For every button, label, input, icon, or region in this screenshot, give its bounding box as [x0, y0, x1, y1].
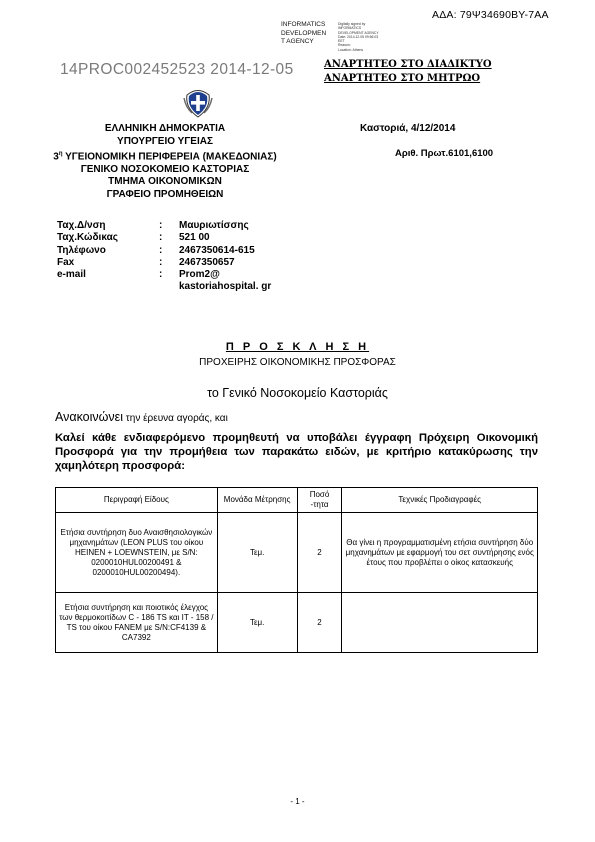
- item-unit: Τεμ.: [217, 513, 297, 593]
- announcement: [55, 410, 538, 424]
- header-republic: ΕΛΛΗΝΙΚΗ ΔΗΜΟΚΡΑΤΙΑ: [104, 123, 226, 134]
- signature-details: [338, 22, 408, 52]
- item-description: Ετήσια συντήρηση και ποιοτικός έλεγχος των θερμοκοιτίδων C - 186 TS και IT - 158 / TS του οίκου FANEM με S/N:CF4139 & CA7392: [56, 593, 218, 653]
- signature-org-line: INFORMATICS: [281, 21, 326, 28]
- document-title: Π Ρ Ο Σ Κ Λ Η Σ Η: [225, 341, 370, 353]
- item-quantity: 2: [297, 513, 342, 593]
- announce-rest: την έρευνα αγοράς, και: [123, 413, 228, 424]
- contact-value: Μαυριωτίσσης: [179, 220, 249, 231]
- header-ministry: ΥΠΟΥΡΓΕΙΟ ΥΓΕΙΑΣ: [117, 135, 213, 147]
- signature-detail-line: Digitally signed by: [338, 22, 366, 26]
- contact-details: [57, 220, 279, 294]
- ada-code: ΑΔΑ: 79Ψ34690ΒΥ-7ΑΑ: [432, 9, 549, 21]
- header-department: ΤΜΗΜΑ ΟΙΚΟΝΟΜΙΚΩΝ: [108, 176, 222, 188]
- table-row: [56, 593, 538, 653]
- column-header-description: Περιγραφή Είδους: [56, 488, 218, 513]
- protocol-number: Αριθ. Πρωτ.6101,6100: [395, 148, 494, 159]
- posting-notice: [324, 58, 492, 86]
- page-number: - 1 -: [290, 797, 305, 806]
- table-row: [56, 513, 538, 593]
- protocol-stamp: 14PROC002452523 2014-12-05: [60, 61, 294, 78]
- contact-colon: :: [159, 256, 163, 268]
- signature-detail-line: Date: 2014.12.05 09:56:03: [338, 34, 379, 39]
- posting-notice-registry: ΑΝΑΡΤΗΤΕΟ ΣΤΟ ΜΗΤΡΩΟ: [324, 73, 481, 84]
- authority-header: [40, 123, 290, 201]
- items-table: [55, 487, 538, 653]
- contact-row-email: [57, 269, 279, 294]
- contact-row-address: [57, 220, 279, 232]
- posting-notice-internet: ΑΝΑΡΤΗΤΕΟ ΣΤΟ ΔΙΑΔΙΚΤΥΟ: [324, 59, 492, 70]
- item-quantity: 2: [297, 593, 342, 653]
- contact-value: 2467350614-615: [179, 244, 255, 256]
- document-subtitle: ΠΡΟΧΕΙΡΗΣ ΟΙΚΟΝΟΜΙΚΗΣ ΠΡΟΣΦΟΡΑΣ: [199, 357, 396, 368]
- contact-email-value: Prom2@ kastoriahospital. gr: [179, 269, 272, 293]
- contact-value: 521 00: [179, 232, 210, 244]
- contact-label: Ταχ.Κώδικας: [57, 232, 118, 244]
- item-unit: Τεμ.: [217, 593, 297, 653]
- signature-detail-line: INFORMATICS: [338, 26, 362, 31]
- contact-value: 2467350657: [179, 256, 235, 268]
- contact-colon: :: [159, 220, 163, 231]
- hospital-line: το Γενικό Νοσοκομείο Καστοριάς: [207, 386, 388, 400]
- signature-detail-line: EET: [338, 39, 345, 44]
- region-number: 3: [53, 151, 59, 163]
- contact-label: e-mail: [57, 269, 86, 281]
- column-header-specifications: Τεχνικές Προδιαγραφές: [342, 488, 538, 513]
- contact-colon: :: [159, 269, 163, 281]
- announce-verb: Ανακοινώνει: [55, 410, 124, 424]
- contact-label: Τηλέφωνο: [57, 244, 106, 256]
- contact-row-phone: [57, 245, 279, 257]
- column-header-unit: Μονάδα Μέτρησης: [217, 488, 297, 513]
- contact-colon: :: [159, 232, 163, 244]
- item-specification: Θα γίνει η προγραμματισμένη ετήσια συντήρηση δύο μηχανημάτων με εφαρμογή του σετ συντήρησης ενός έτους που προβλέπει ο οίκος κατασκευής: [342, 513, 538, 593]
- signature-detail-line: Location: Athens: [338, 47, 364, 52]
- signature-org-line: T AGENCY: [281, 38, 314, 45]
- contact-label: Ταχ.Δ/νση: [57, 220, 106, 231]
- greek-emblem-icon: [183, 88, 213, 118]
- item-description: Ετήσια συντήρηση δυο Αναισθησιολογικών μηχανημάτων (LEON PLUS του οίκου HEINEN + LOEWNSTEIN, με S/N: 0200010HUL00200491 & 0200010HUL00200494).: [56, 513, 218, 593]
- signature-detail-line: DEVELOPMENT AGENCY: [338, 30, 379, 35]
- contact-row-fax: [57, 257, 279, 269]
- signature-detail-line: Reason:: [338, 43, 351, 48]
- signature-org: [281, 21, 326, 47]
- contact-colon: :: [159, 244, 163, 256]
- region-name: ΥΓΕΙΟΝΟΜΙΚΗ ΠΕΡΙΦΕΡΕΙΑ (ΜΑΚΕΔΟΝΙΑΣ): [62, 151, 277, 163]
- header-region: [40, 148, 290, 164]
- item-specification: [342, 593, 538, 653]
- signature-org-line: DEVELOPMEN: [281, 29, 327, 37]
- invitation-text: Καλεί κάθε ενδιαφερόμενο προμηθευτή να υποβάλει έγγραφη Πρόχειρη Οικονομική Προσφορά για την προμήθεια των παρακάτω ειδών, με κριτήριο κατακύρωσης την χαμηλότερη προσφορά:: [55, 432, 538, 472]
- column-header-quantity: Ποσό -τητα: [297, 488, 342, 513]
- region-ordinal: η: [58, 151, 63, 157]
- contact-label: Fax: [57, 256, 75, 268]
- header-office: ΓΡΑΦΕΙΟ ΠΡΟΜΗΘΕΙΩΝ: [106, 188, 224, 200]
- place-date: Καστοριά, 4/12/2014: [360, 123, 456, 134]
- header-hospital: ΓΕΝΙΚΟ ΝΟΣΟΚΟΜΕΙΟ ΚΑΣΤΟΡΙΑΣ: [80, 163, 250, 175]
- contact-row-postcode: [57, 232, 279, 244]
- table-header-row: [56, 488, 538, 513]
